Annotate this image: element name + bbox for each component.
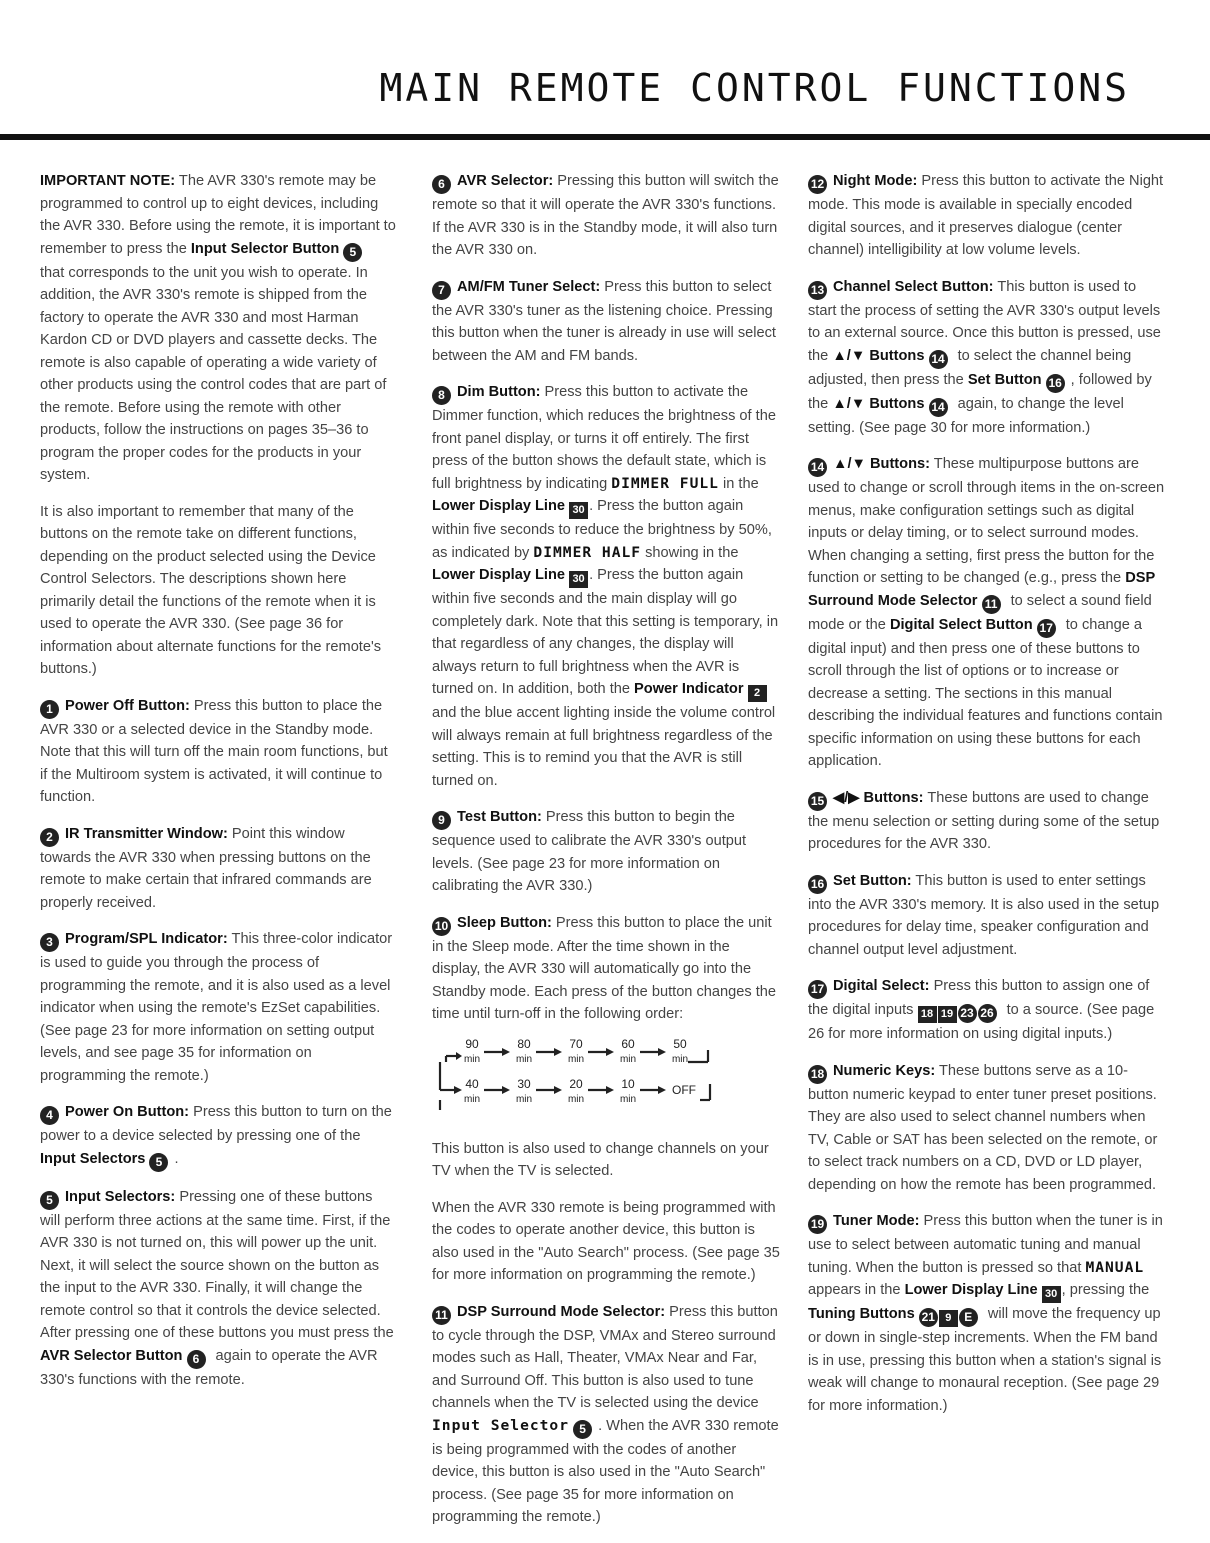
callout-number: 13 — [808, 281, 827, 300]
sleep-time-value: OFF — [672, 1082, 696, 1097]
callout-number: 21 — [919, 1308, 938, 1327]
callout-number: 10 — [432, 917, 451, 936]
body-paragraph: This button is also used to change channels on your TV when the TV is selected. — [432, 1140, 769, 1179]
callout-number: 3 — [40, 933, 59, 952]
callout-number: 5 — [149, 1153, 168, 1172]
sleep-unit: min — [463, 1053, 481, 1065]
column-2 — [432, 170, 782, 1543]
sleep-time-value: 70 — [569, 1036, 583, 1051]
item-test-button: 9 Test Button: Press this button to begin the sequence used to calibrate the AVR 330's output levels. (See page 23 for more information on calibrating the AVR 330.) — [432, 809, 747, 894]
callout-square: 9 — [939, 1310, 958, 1327]
item-tuner-mode: 19 Tuner Mode: Press this button when the tuner is in use to select between automatic tuning and manual tuning. When the button is pressed so that MANUAL appears in the Lower Display Line 30 , pressing the Tuning Buttons 21 9 E will move the frequency up or down in single-step increments. When the FM band is in use, pressing this button when a station's signal is weak will change to monaural reception. (See page 29 for more information.) — [808, 1213, 1163, 1414]
sleep-time-value: 50 — [673, 1036, 687, 1051]
item-up-down-buttons: 14 ▲/▼ Buttons: These multipurpose buttons are used to change or scroll through items in the on-screen menus, make configuration settings such as digital inputs or delay timing, or to select surround modes. When changing a setting, first press the button for the function or setting to be changed (e.g., press the DSP Surround Mode Selector 11 to select a sound field mode or the Digital Select Button 17 to change a digital input) and then press one of these buttons to scroll through the list of options or to increase or decrease a setting. The sections in this manual describing the individual features and functions contain specific information on using these buttons for each application. — [808, 456, 1165, 769]
callout-square: 30 — [569, 571, 588, 588]
item-program-indicator: 3 Program/SPL Indicator: This three-color indicator is used to guide you through the process of programming the remote, and it is also used as a level indicator when using the remote's EzSet capabilities. (See page 23 for more information on setting output levels, and see page 35 for information on programming the remote.) — [40, 931, 393, 1084]
column-3 — [808, 170, 1168, 1431]
callout-square: 2 — [748, 685, 767, 702]
callout-number: 6 — [187, 1350, 206, 1369]
item-night-mode: 12 Night Mode: Press this button to activate the Night mode. This mode is available in specially encoded digital sources, and it preserves dialogue (center channel) intelligibility at low volume levels. — [808, 173, 1164, 258]
display-text: DIMMER HALF — [533, 543, 642, 561]
callout-number: E — [959, 1308, 978, 1327]
sleep-unit: min — [671, 1053, 689, 1065]
callout-number: 18 — [808, 1065, 827, 1084]
important-note: IMPORTANT NOTE: The AVR 330's remote may be programmed to control up to eight devices, including the AVR 330. Before using the remote, it is important to remember to press the Input Selector Button 5 that corresponds to the unit you wish to operate. In addition, the AVR 330's remote is shipped from the factory to operate the AVR 330 and most Harman Kardon CD or DVD players and cassette decks. The remote is also capable of operating a wide variety of other products using the control codes that are part of the remote. Before using the remote with other products, follow the instructions on pages 35–36 to program the proper codes for the products in your system. — [40, 173, 396, 483]
item-dsp-surround: 11 DSP Surround Mode Selector: Press this button to cycle through the DSP, VMAx and Stereo surround modes such as Hall, Theater, VMAx Near and Far, and Surround Off. This button is also used to tune channels when the TV is selected using the device Input Selector 5 . When the AVR 330 remote is being programmed with the codes of another device, this button is also used in the "Auto Search" process. (See page 35 for more information on programming the remote.) — [432, 1303, 779, 1525]
callout-number: 9 — [432, 811, 451, 830]
callout-number: 8 — [432, 386, 451, 405]
display-text: MANUAL — [1085, 1258, 1145, 1276]
callout-number: 19 — [808, 1215, 827, 1234]
callout-number: 16 — [808, 875, 827, 894]
callout-square: 30 — [569, 502, 588, 519]
callout-number: 26 — [978, 1004, 997, 1023]
display-text: DIMMER FULL — [611, 474, 719, 492]
callout-number: 2 — [40, 828, 59, 847]
callout-square: 19 — [938, 1006, 957, 1023]
item-input-selectors: 5 Input Selectors: Pressing one of these buttons will perform three actions at the same time. First, if the AVR 330 is not turned on, this will power up the unit. Next, it will select the source shown on the button as the input to the AVR 330. Finally, it will change the remote control so that it controls the device selected. After pressing one of these buttons you must press the AVR Selector Button 6 again to operate the AVR 330's functions with the remote. — [40, 1188, 394, 1388]
callout-number: 5 — [573, 1420, 592, 1439]
callout-number: 14 — [929, 398, 948, 417]
callout-number: 16 — [1046, 374, 1065, 393]
sleep-unit: min — [515, 1053, 533, 1065]
header-rule — [0, 134, 1210, 140]
body-paragraph: When the AVR 330 remote is being programmed with the codes to operate another device, this button is also used in the "Auto Search" process. (See page 35 for more information on programming the remote.) — [432, 1199, 780, 1283]
callout-number: 23 — [958, 1004, 977, 1023]
sleep-time-value: 20 — [569, 1076, 583, 1091]
item-dim-button: 8 Dim Button: Press this button to activate the Dimmer function, which reduces the brightness of the front panel display, or turns it off entirely. The first press of the button shows the default state, which is full brightness by indicating DIMMER FULL in the Lower Display Line 30 . Press the button again within five seconds to reduce the brightness by 50%, as indicated by DIMMER HALF showing in the Lower Display Line 30 . Press the button again within five seconds and the main display will go completely dark. Note that this setting is temporary, in that regardless of any changes, the display will always return to full brightness when the AVR is turned on. In addition, both the Power Indicator 2 and the blue accent lighting inside the volume control will always remain at full brightness regardless of the setting. This is to remind you that the AVR is still turned on. — [432, 384, 779, 789]
item-channel-select: 13 Channel Select Button: This button is used to start the process of setting the AVR 330's output levels to an external source. Once this button is pressed, use the ▲/▼ Buttons 14 to select the channel being adjusted, then press the Set Button 16 , followed by the ▲/▼ Buttons 14 again, to change the level setting. (See page 30 for more information.) — [808, 278, 1161, 436]
column-1 — [40, 170, 396, 1405]
callout-number: 5 — [343, 243, 362, 262]
sleep-unit: min — [515, 1093, 533, 1105]
sleep-time-value: 40 — [465, 1076, 479, 1091]
callout-number: 7 — [432, 281, 451, 300]
callout-square: 30 — [1042, 1286, 1061, 1303]
callout-number: 11 — [432, 1306, 451, 1325]
sleep-time-value: 90 — [465, 1036, 479, 1051]
sleep-sequence-svg — [432, 1032, 722, 1124]
callout-number: 11 — [982, 595, 1001, 614]
item-tuner-select: 7 AM/FM Tuner Select: Press this button to select the AVR 330's tuner as the listening choice. Pressing this button when the tuner is already in use will select between the AM and FM bands. — [432, 278, 776, 364]
callout-number: 4 — [40, 1106, 59, 1125]
item-avr-selector: 6 AVR Selector: Pressing this button will switch the remote so that it will operate the AVR 330's functions. If the AVR 330 is in the Standby mode, it will also turn the AVR 330 on. — [432, 173, 779, 258]
display-text: Input Selector — [432, 1416, 570, 1434]
item-numeric-keys: 18 Numeric Keys: These buttons serve as a 10-button numeric keypad to enter tuner preset positions. They are also used to select channel numbers when TV, Cable or SAT has been selected on the remote, or to select track numbers on a CD, DVD or LD player, depending on how the remote has been programmed. — [808, 1062, 1158, 1193]
callout-square: 18 — [918, 1006, 937, 1023]
sleep-time-value: 10 — [621, 1076, 635, 1091]
sleep-sequence-diagram — [432, 1032, 782, 1124]
item-left-right-buttons: 15 ◀/▶ Buttons: These buttons are used to change the menu selection or setting during some of the setup procedures for the AVR 330. — [808, 789, 1160, 852]
item-set-button: 16 Set Button: This button is used to enter settings into the AVR 330's memory. It is also used in the setup procedures for delay time, speaker configuration and channel output level adjustment. — [808, 872, 1160, 958]
sleep-unit: min — [567, 1093, 585, 1105]
item-ir-window: 2 IR Transmitter Window: Point this window towards the AVR 330 when pressing buttons on the remote to make certain that infrared commands are properly received. — [40, 825, 372, 911]
item-power-off: 1 Power Off Button: Press this button to place the AVR 330 or a selected device in the Standby mode. Note that this will turn off the main room functions, but if the Multiroom system is activated, it will continue to function. — [40, 697, 388, 805]
item-sleep-button: 10 Sleep Button: Press this button to place the unit in the Sleep mode. After the time shown in the display, the AVR 330 will automatically go into the Standby mode. Each press of the button changes the time until turn-off in the following order: — [432, 914, 776, 1022]
sleep-time-value: 80 — [517, 1036, 531, 1051]
item-digital-select: 17 Digital Select: Press this button to assign one of the digital inputs 18 19 23 26 to a source. (See page 26 for more information on using digital inputs.) — [808, 978, 1155, 1042]
callout-number: 1 — [40, 700, 59, 719]
callout-number: 14 — [929, 350, 948, 369]
sleep-unit: min — [619, 1093, 637, 1105]
page-title: MAIN REMOTE CONTROL FUNCTIONS — [379, 66, 1130, 110]
callout-number: 5 — [40, 1191, 59, 1210]
callout-number: 6 — [432, 175, 451, 194]
callout-number: 17 — [808, 980, 827, 999]
sleep-time-value: 60 — [621, 1036, 635, 1051]
sleep-time-value: 30 — [517, 1076, 531, 1091]
sleep-unit: min — [567, 1053, 585, 1065]
callout-number: 14 — [808, 458, 827, 477]
body-paragraph: It is also important to remember that many of the buttons on the remote take on different functions, depending on the product selected using the Device Control Selectors. The descriptions shown here primarily detail the functions of the remote when it is used to operate the AVR 330. (See page 36 for information about alternate functions for the remote's buttons.) — [40, 503, 382, 677]
sleep-unit: min — [619, 1053, 637, 1065]
item-power-on: 4 Power On Button: Press this button to turn on the power to a device selected by pressing one of the Input Selectors 5 . — [40, 1101, 396, 1172]
callout-number: 17 — [1037, 619, 1056, 638]
sleep-unit: min — [463, 1093, 481, 1105]
callout-number: 12 — [808, 175, 827, 194]
callout-number: 15 — [808, 792, 827, 811]
